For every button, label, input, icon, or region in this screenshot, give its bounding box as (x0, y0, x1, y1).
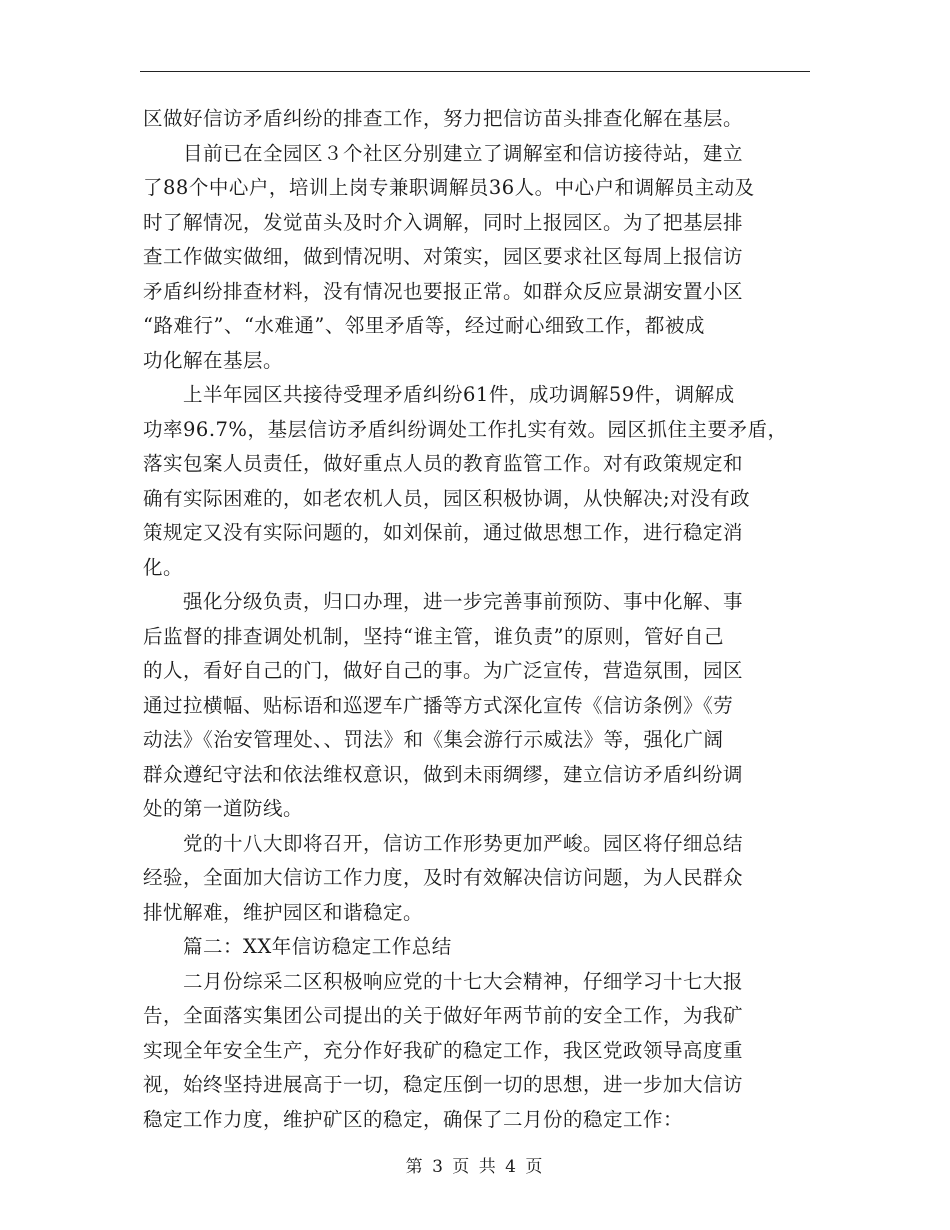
text-line: 化。 (143, 555, 184, 579)
text-line: 通过拉横幅、贴标语和巡逻车广播等方式深化宣传《信访条例》《劳 (143, 693, 734, 717)
text-line: 强化分级负责，归口办理，进一步完善事前预防、事中化解、事 (143, 590, 744, 613)
text-line: 排忧解难，维护园区和谐稳定。 (143, 900, 424, 924)
section-heading: 篇二：XX年信访稳定工作总结 (143, 935, 452, 958)
text-line: 时了解情况，发觉苗头及时介入调解，同时上报园区。为了把基层排 (143, 210, 744, 234)
text-line: 动法》《治安管理处、、罚法》和《集会游行示威法》等，强化广阔 (143, 728, 724, 751)
header-rule (140, 71, 810, 72)
text-line: 策规定又没有实际问题的，如刘保前，通过做思想工作，进行稳定消 (143, 521, 744, 544)
text-line: 群众遵纪守法和依法维权意识，做到未雨绸缪，建立信访矛盾纠纷调 (143, 762, 744, 786)
text-line: 落实包案人员责任，做好重点人员的教育监管工作。对有政策规定和 (143, 452, 744, 475)
page-number-footer: 第 3 页 共 4 页 (405, 1157, 545, 1177)
text-line: 目前已在全园区３个社区分别建立了调解室和信访接待站，建立 (143, 141, 744, 165)
text-line: 处的第一道防线。 (143, 797, 304, 820)
text-line: 视，始终坚持进展高于一切，稳定压倒一切的思想，进一步加大信访 (143, 1073, 744, 1096)
text-line: 稳定工作力度，维护矿区的稳定，确保了二月份的稳定工作： (143, 1107, 684, 1131)
text-line: “路难行”、“水难通”、邻里矛盾等，经过耐心细致工作，都被成 (143, 314, 705, 337)
text-line: 后监督的排查调处机制，坚持“谁主管，谁负责”的原则，管好自己 (143, 624, 724, 648)
text-line: 功率96.7%，基层信访矛盾纠纷调处工作扎实有效。园区抓住主要矛盾， (143, 417, 788, 441)
text-line: 告，全面落实集团公司提出的关于做好年两节前的安全工作，为我矿 (143, 1004, 744, 1027)
text-line: 区做好信访矛盾纠纷的排查工作，努力把信访苗头排查化解在基层。 (143, 107, 744, 130)
text-line: 经验，全面加大信访工作力度，及时有效解决信访问题，为人民群众 (143, 866, 744, 889)
text-line: 查工作做实做细，做到情况明、对策实，园区要求社区每周上报信访 (143, 245, 744, 268)
document-body (143, 102, 823, 1137)
text-line: 上半年园区共接待受理矛盾纠纷61件，成功调解59件，调解成 (143, 383, 735, 406)
text-line: 矛盾纠纷排查材料，没有情况也要报正常。如群众反应景湖安置小区 (143, 279, 744, 303)
text-line: 确有实际困难的，如老农机人员，园区积极协调，从快解决;对没有政 (143, 486, 751, 510)
text-line: 实现全年安全生产，充分作好我矿的稳定工作，我区党政领导高度重 (143, 1038, 744, 1062)
text-line: 二月份综采二区积极响应党的十七大会精神，仔细学习十七大报 (143, 969, 744, 993)
text-line: 了88个中心户，培训上岗专兼职调解员36人。中心户和调解员主动及 (143, 176, 755, 199)
text-line: 党的十八大即将召开，信访工作形势更加严峻。园区将仔细总结 (143, 831, 744, 855)
text-line: 功化解在基层。 (143, 348, 284, 372)
text-line: 的人，看好自己的门，做好自己的事。为广泛宣传，营造氛围，园区 (143, 659, 744, 682)
